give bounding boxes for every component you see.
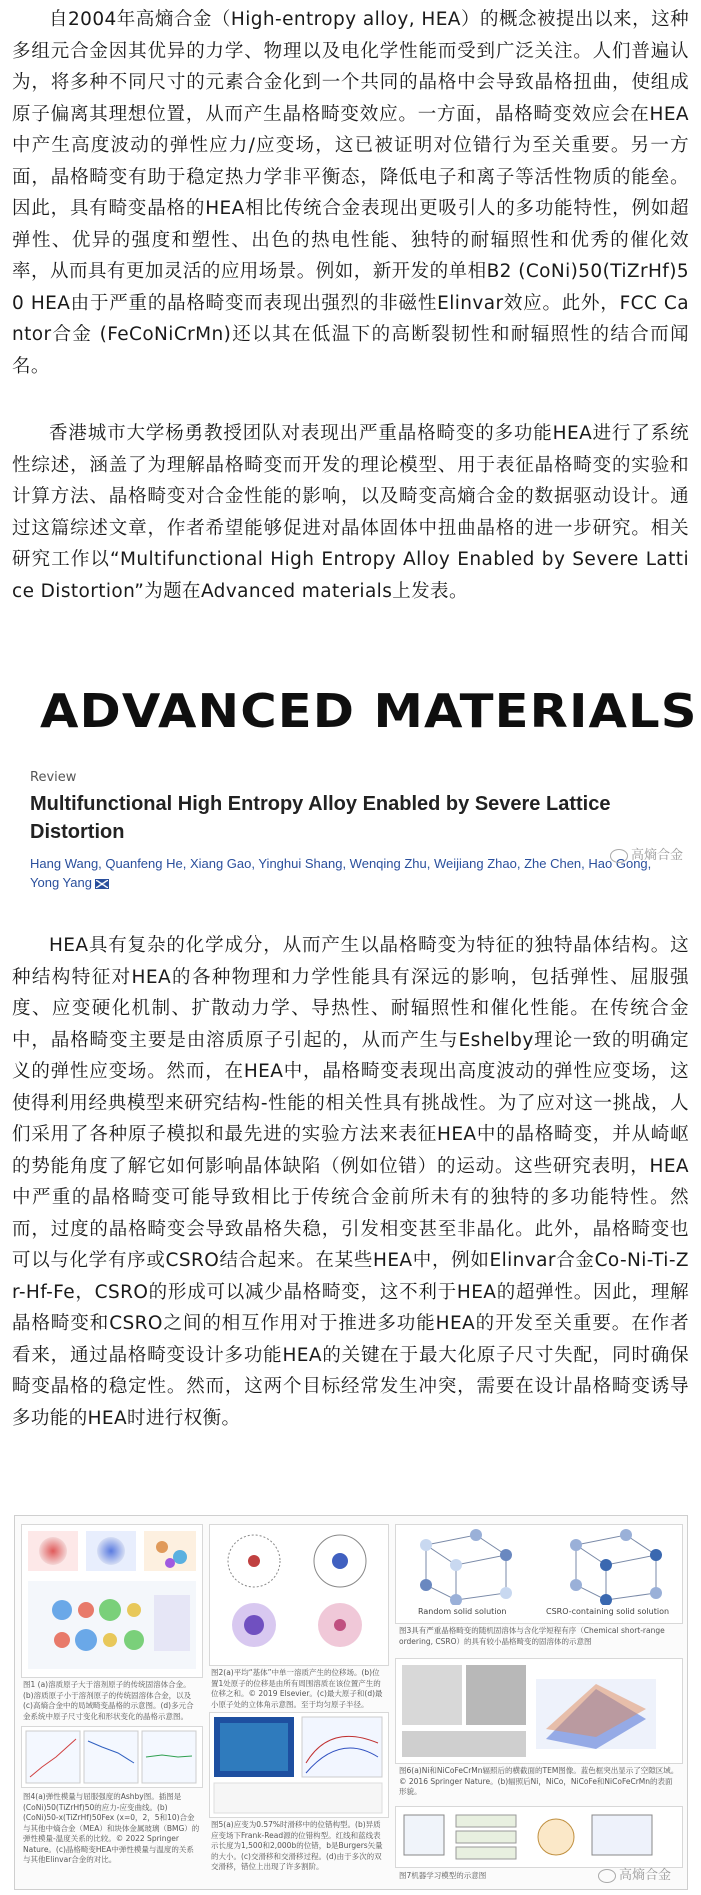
email-icon xyxy=(95,879,109,889)
wechat-icon xyxy=(610,849,628,863)
wechat-icon xyxy=(598,1869,616,1883)
fig1-caption: 图1 (a)溶质原子大于溶剂原子的传统固溶体合金。(b)溶质原子小于溶剂原子的传统固溶体合金，以及(c)高熵合金中的局域畸变晶格的示意图。(d)多元合金系统中原子尺寸变化和形状变化的晶格示意图。 xyxy=(23,1680,194,1721)
tem-image-panel xyxy=(396,1659,682,1763)
fig5-caption: 图5(a)应变为0.57%时滑移中的位错构型。(b)异质应变场下Frank-Read源的位错构型。红线和蓝线表示长度为1,500和2,000b的位错，b是Burgers矢量的大小。(c)交滑移和交滑移过程。(d)由于多次的双交滑移，错位上出现了许多割阶。 xyxy=(211,1820,383,1871)
figure-watermark: 高熵合金 xyxy=(598,1864,671,1883)
fig4-caption: 图4(a)弹性模量与屈服强度的Ashby图。插图是(CoNi)50(TiZrHf)50的应力-应变曲线。(b)(CoNi)50-x(TiZrHf)50Fex (x=0，2，5和10)合金与其他中熵合金（MEA）和块体金属玻璃（BMG）的弹性模量-温度关系的比较。© 2022 Springer Nature。(c)晶格畸变HEA中弹性模量与温度的关系与其他Elinvar合金的对比。 xyxy=(23,1792,200,1864)
ml-model-diagram xyxy=(396,1807,682,1867)
body-paragraph: HEA具有复杂的化学成分，从而产生以晶格畸变为特征的独特晶体结构。这种结构特征对HEA的各种物理和力学性能具有深远的影响，包括弹性、屈服强度、应变硬化机制、扩散动力学、导热性、耐辐照性和催化性能。在传统合金中，晶格畸变主要是由溶质原子引起的，从而产生与Eshelby理论一致的明确定义的弹性应变场。然而，在HEA中，晶格畸变表现出高度波动的弹性应变场，这使得利用经典模型来研究结构-性能的相关性具有挑战性。为了应对这一挑战，人们采用了各种原子模拟和最先进的实验方法来表征HEA中的晶格畸变，并从崎岖的势能角度了解它如何影响晶体缺陷（例如位错）的运动。这些研究表明，HEA中严重的晶格畸变可能导致相比于传统合金前所未有的独特的多功能特性。然而，过度的晶格畸变会导致晶格失稳，引发相变甚至非晶化。此外，晶格畸变也可以与化学有序或CSRO结合起来。在某些HEA中，例如Elinvar合金Co-Ni-Ti-Zr-Hf-Fe，CSRO的形成可以减少晶格畸变，这不利于HEA的超弹性。因此，理解晶格畸变和CSRO之间的相互作用对于推进多功能HEA的开发至关重要。在作者看来，通过晶格畸变设计多功能HEA的关键在于最大化原子尺寸失配，同时确保畸变晶格的稳定性。然而，这两个目标经常发生冲突，需要在设计晶格畸变诱导多功能的HEA时进行权衡。 xyxy=(12,935,689,1429)
label-random-solid-solution: Random solid solution xyxy=(418,1607,507,1616)
article-header-banner xyxy=(0,666,701,902)
label-csro-solid-solution: CSRO-containing solid solution xyxy=(546,1607,670,1616)
article-type-tag: Review xyxy=(30,770,77,785)
author-names: Hang Wang, Quanfeng He, Xiang Gao, Yinghui Shang, Wenqing Zhu, Weijiang Zhao, Zhe Chen, Hao Gong, Yong Yang xyxy=(30,856,652,890)
author-list xyxy=(30,854,680,892)
fig6-image xyxy=(395,1658,683,1764)
intro-paragraph: 自2004年高熵合金（High-entropy alloy, HEA）的概念被提出以来，这种多组元合金因其优异的力学、物理以及电化学性能而受到广泛关注。人们普遍认为，将多种不同尺寸的元素合金化到一个共同的晶格中会导致晶格扭曲，使组成原子偏离其理想位置，从而产生晶格畸变效应。一方面，晶格畸变效应会在HEA中产生高度波动的弹性应力/应变场，这已被证明对位错行为至关重要。另一方面，晶格畸变有助于稳定热力学非平衡态，降低电子和离子等活性物质的能垒。因此，具有畸变晶格的HEA相比传统合金表现出更吸引人的多功能特性，例如超弹性、优异的强度和塑性、出色的热电性能、独特的耐辐照性和优秀的催化效率，从而具有更加灵活的应用场景。例如，新开发的单相B2 (CoNi)50(TiZrHf)50 HEA由于严重的晶格畸变而表现出强烈的非磁性Elinvar效应。此外，FCC Cantor合金 (FeCoNiCrMn)还以其在低温下的高断裂韧性和耐辐照性的结合而闻名。 xyxy=(12,9,689,377)
fig1-image xyxy=(21,1524,203,1678)
solid-solution-diagram xyxy=(396,1525,682,1605)
figure-collage xyxy=(14,1515,688,1890)
fig2-image xyxy=(209,1524,389,1666)
fig3-image xyxy=(395,1524,683,1624)
dislocation-configuration xyxy=(210,1713,388,1817)
fig5-image xyxy=(209,1712,389,1818)
fig2-caption: 图2(a)平均“基体”中单一溶质产生的位移场。(b)位置1处原子的位移是由所有周围溶质在该位置产生的位移之和。© 2019 Elsevier。(c)最大原子和(d)最小原子处的立体角示意图。至于均匀原子半径。 xyxy=(211,1668,383,1709)
fig4-image xyxy=(21,1726,203,1788)
article-title: Multifunctional High Entropy Alloy Enabled by Severe Lattice Distortion xyxy=(30,793,611,843)
wechat-watermark: 高熵合金 xyxy=(610,844,683,863)
fig7-image xyxy=(395,1806,683,1868)
journal-logo: ADVANCED MATERIALS xyxy=(40,684,698,738)
displacement-field-diagram xyxy=(210,1525,388,1665)
modulus-plots xyxy=(22,1727,202,1787)
review-summary-paragraph: 香港城市大学杨勇教授团队对表现出严重晶格畸变的多功能HEA进行了系统性综述，涵盖了为理解晶格畸变而开发的理论模型、用于表征晶格畸变的实验和计算方法、晶格畸变对合金性能的影响，以及畸变高熵合金的数据驱动设计。通过这篇综述文章，作者希望能够促进对晶体固体中扭曲晶格的进一步研究。相关研究工作以“Multifunctional High Entropy Alloy Enabled by Severe Lattice Distortion”为题在Advanced materials上发表。 xyxy=(12,423,689,602)
fig7-caption: 图7机器学习模型的示意图 xyxy=(399,1871,487,1880)
fig3-caption: 图3具有严重晶格畸变的随机固溶体与含化学短程有序（Chemical short-range ordering, CSRO）的具有较小晶格畸变的固溶体的示意图 xyxy=(399,1626,665,1646)
lattice-illustration xyxy=(22,1525,202,1677)
fig6-caption: 图6(a)Ni和NiCoFeCrMn辐照后的横截面的TEM图像。蓝色框突出显示了空隙区域。© 2016 Springer Nature。(b)辐照后Ni，NiCo，NiCoFe和NiCoFeCrMn的表面形貌。 xyxy=(399,1766,679,1796)
